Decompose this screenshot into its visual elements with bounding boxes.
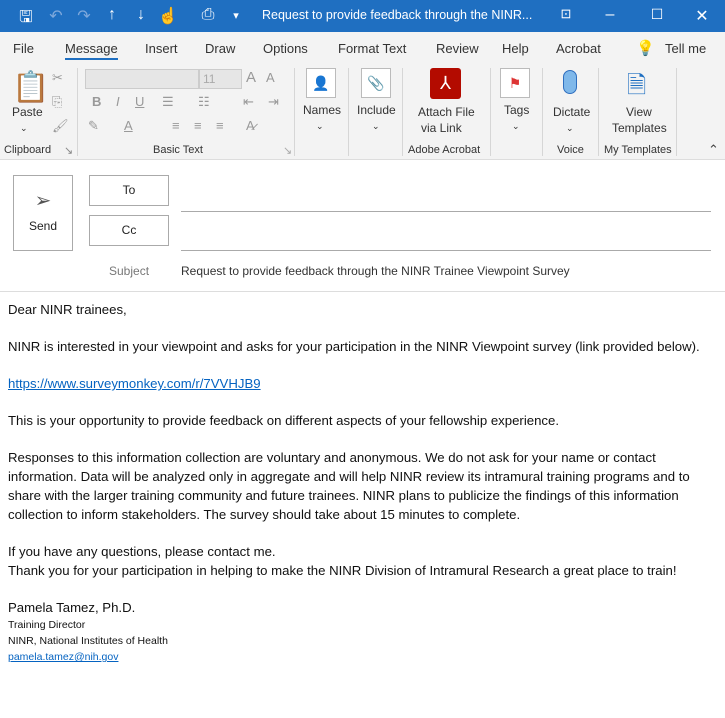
to-input[interactable] xyxy=(181,211,711,212)
address-book-icon[interactable]: 👤 xyxy=(306,68,336,98)
view-templates-line2[interactable]: Templates xyxy=(612,121,667,135)
paragraph: NINR is interested in your viewpoint and asks for your participation in the NINR Viewpoint survey (link provided below). xyxy=(8,339,700,354)
attach-file-via-link-button[interactable]: Attach File xyxy=(418,105,475,119)
collapse-ribbon-icon[interactable]: ⌃ xyxy=(708,142,719,157)
group-adobe-acrobat: Adobe Acrobat xyxy=(408,144,481,156)
align-center-icon[interactable]: ≡ xyxy=(194,118,202,133)
redo-icon[interactable]: ↷ xyxy=(77,8,91,25)
format-painter-icon[interactable]: 🖌 xyxy=(52,118,69,133)
flag-icon[interactable]: ⚑ xyxy=(500,68,530,98)
window-title: Request to provide feedback through the NINR... xyxy=(262,8,533,22)
tab-review[interactable]: Review xyxy=(436,41,479,56)
signature-org: NINR, National Institutes of Health xyxy=(8,635,168,647)
grow-font-icon[interactable]: A xyxy=(246,69,257,86)
names-button[interactable]: Names xyxy=(303,103,342,117)
clear-formatting-icon[interactable]: A̷ xyxy=(246,118,255,133)
chevron-down-icon[interactable]: ⌄ xyxy=(20,123,28,133)
bullets-icon[interactable]: ☰ xyxy=(162,94,174,109)
send-button[interactable] xyxy=(13,175,73,251)
send-icon: ➢ xyxy=(34,190,52,212)
include-button[interactable]: Include xyxy=(357,103,396,117)
subject-label: Subject xyxy=(109,264,150,278)
signature-title: Training Director xyxy=(8,619,86,631)
lightbulb-icon: 💡 xyxy=(636,40,655,57)
chevron-down-icon[interactable]: ⌄ xyxy=(566,123,574,133)
dialog-launcher-icon[interactable]: ↘ xyxy=(283,145,293,157)
title-bar xyxy=(0,0,725,32)
attach-file-via-link-line2[interactable]: via Link xyxy=(421,121,462,135)
ribbon-display-icon[interactable]: ⊡ xyxy=(560,6,572,21)
shrink-font-icon[interactable]: A xyxy=(266,70,275,85)
underline-button[interactable]: U xyxy=(135,94,145,109)
font-size-select[interactable]: 11 xyxy=(199,69,242,89)
signature-name: Pamela Tamez, Ph.D. xyxy=(8,600,136,615)
paste-icon: 📋 xyxy=(12,71,50,104)
customize-toolbar-icon[interactable]: ▾ xyxy=(233,10,239,22)
cc-input[interactable] xyxy=(181,250,711,251)
highlight-icon[interactable]: ✎ xyxy=(88,118,99,133)
paste-button[interactable]: Paste xyxy=(12,105,43,119)
touch-mode-icon[interactable]: ☝ xyxy=(158,8,178,25)
group-basic-text: Basic Text xyxy=(153,144,203,156)
ribbon-tabs xyxy=(0,32,725,64)
tab-file[interactable]: File xyxy=(13,41,34,56)
minimize-icon[interactable]: – xyxy=(605,6,615,23)
paragraph: Responses to this information collection are voluntary and anonymous. We do not ask for your name or contact information. Data will be analyzed only in aggregate and will help NINR review its intramural training programs and to share with the larger training community and future trainees. NINR plans to publicize the findings of this information collection to inform stakeholders. The survey should take about 15 minutes to complete. xyxy=(8,450,690,522)
tab-draw[interactable]: Draw xyxy=(205,41,236,56)
microphone-icon[interactable] xyxy=(563,70,577,94)
greeting: Dear NINR trainees, xyxy=(8,302,127,317)
compose-header xyxy=(0,160,725,292)
tab-format-text[interactable]: Format Text xyxy=(338,41,407,56)
font-color-icon[interactable]: A xyxy=(124,118,133,133)
chevron-down-icon[interactable]: ⌄ xyxy=(512,121,520,131)
down-arrow-icon[interactable]: ↓ xyxy=(137,6,145,23)
dictate-button[interactable]: Dictate xyxy=(553,105,591,119)
chevron-down-icon[interactable]: ⌄ xyxy=(316,121,324,131)
send-label: Send xyxy=(28,219,58,233)
bold-button[interactable]: B xyxy=(92,94,102,109)
tab-help[interactable]: Help xyxy=(502,41,529,56)
to-button[interactable]: To xyxy=(89,175,169,206)
up-arrow-icon[interactable]: ↑ xyxy=(108,6,116,23)
tab-message[interactable]: Message xyxy=(65,41,118,60)
signature-email-link[interactable]: pamela.tamez@nih.gov xyxy=(8,651,119,663)
cut-icon[interactable]: ✂ xyxy=(52,70,63,85)
paragraph: This is your opportunity to provide feedback on different aspects of your fellowship experience. xyxy=(8,413,560,428)
undo-icon[interactable]: ↶ xyxy=(49,8,63,25)
copy-icon[interactable]: ⎘ xyxy=(52,94,63,109)
group-my-templates: My Templates xyxy=(604,144,672,156)
align-right-icon[interactable]: ≡ xyxy=(216,118,224,133)
group-clipboard: Clipboard xyxy=(4,144,52,156)
save-icon[interactable]: 🖫 xyxy=(19,9,33,26)
subject-input[interactable]: Request to provide feedback through the NINR Trainee Viewpoint Survey xyxy=(181,264,570,278)
maximize-icon[interactable]: ☐ xyxy=(650,6,664,22)
paragraph: If you have any questions, please contact me. xyxy=(8,544,276,559)
decrease-indent-icon[interactable]: ⇤ xyxy=(243,94,254,109)
ribbon xyxy=(0,64,725,160)
survey-link[interactable]: https://www.surveymonkey.com/r/7VVHJB9 xyxy=(8,376,261,391)
cc-button[interactable]: Cc xyxy=(89,215,169,246)
acrobat-pdf-icon[interactable]: ⅄ xyxy=(430,68,461,99)
tags-button[interactable]: Tags xyxy=(504,103,530,117)
message-body[interactable] xyxy=(8,300,718,665)
align-left-icon[interactable]: ≡ xyxy=(172,118,180,133)
tab-options[interactable]: Options xyxy=(263,41,308,56)
font-name-select[interactable] xyxy=(85,69,199,89)
italic-button[interactable]: I xyxy=(116,94,120,109)
view-templates-button[interactable]: View xyxy=(626,105,652,119)
numbering-icon[interactable]: ☷ xyxy=(198,94,210,109)
tell-me-search[interactable]: Tell me xyxy=(665,41,707,56)
close-icon[interactable]: ✕ xyxy=(695,8,709,25)
paperclip-icon[interactable]: 📎 xyxy=(361,68,391,98)
tab-insert[interactable]: Insert xyxy=(145,41,178,56)
group-voice: Voice xyxy=(557,144,584,156)
print-icon[interactable]: ⎙ xyxy=(201,6,215,23)
view-templates-icon[interactable]: 🗎 xyxy=(627,72,647,99)
chevron-down-icon[interactable]: ⌄ xyxy=(372,121,380,131)
increase-indent-icon[interactable]: ⇥ xyxy=(268,94,279,109)
dialog-launcher-icon[interactable]: ↘ xyxy=(64,145,74,157)
tab-acrobat[interactable]: Acrobat xyxy=(556,41,601,56)
paragraph: Thank you for your participation in helping to make the NINR Division of Intramural Research a great place to train! xyxy=(8,563,677,578)
